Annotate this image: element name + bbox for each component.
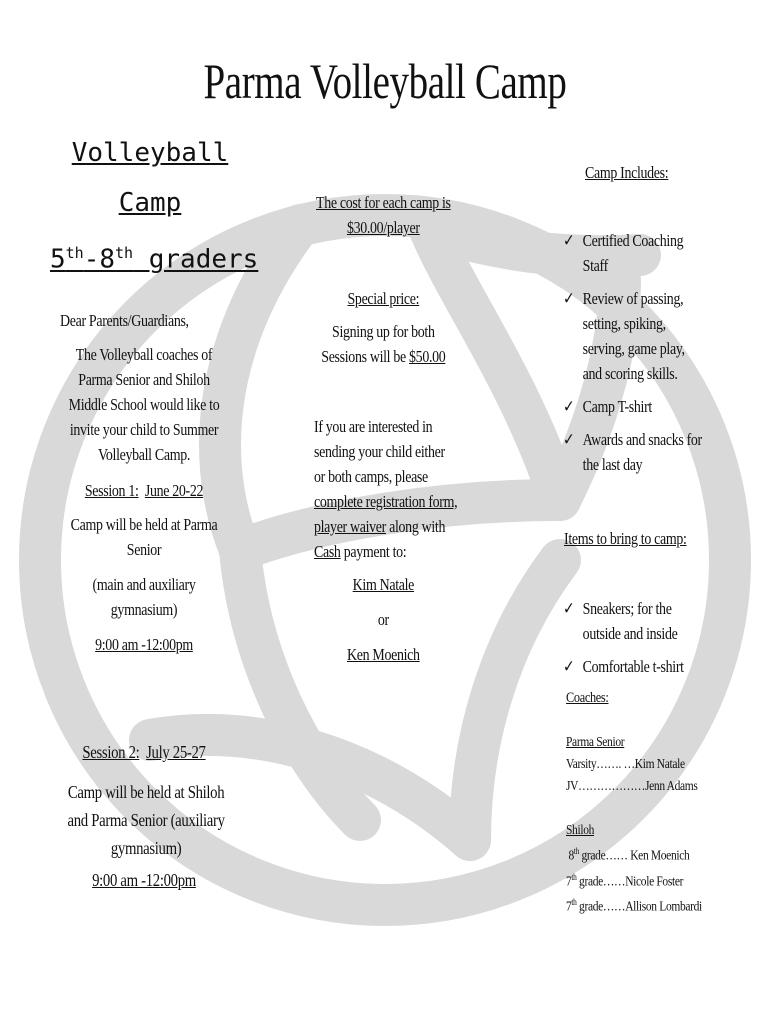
session1-time: 9:00 am -12:00pm <box>95 635 193 654</box>
session2-label: Session 2: <box>82 742 140 762</box>
page-title: Parma Volleyball Camp <box>203 53 567 109</box>
check-icon: ✓ <box>563 231 575 250</box>
include-item: ✓ Camp T-shirt <box>563 394 707 419</box>
heading-grades: 5th-8th graders <box>50 244 259 275</box>
special-line2: Sessions will be $50.00 <box>321 347 446 366</box>
interest-paragraph: If you are interested in sending your child either or both camps, please complete registration form, player waiver along with Cash payment to: <box>314 417 458 561</box>
contacts-block <box>312 572 455 667</box>
session2-dates: July 25-27 <box>146 742 206 762</box>
shiloh-coach-7th-b: 7th grade……Allison Lombardi <box>566 897 702 915</box>
include-item: ✓ Certified Coaching Staff <box>563 228 707 278</box>
include-item: ✓ Awards and snacks for the last day <box>563 427 707 477</box>
parma-varsity-coach: Varsity……. …Kim Natale <box>566 757 685 772</box>
session2-time: 9:00 am -12:00pm <box>92 870 196 890</box>
parma-senior-title: Parma Senior <box>566 735 625 750</box>
session1-gym: (main and auxiliary gymnasium) <box>92 575 196 619</box>
session2-heading <box>62 742 226 763</box>
contact-ken-moenich: Ken Moenich <box>347 645 420 664</box>
parma-jv-coach: JV………………Jenn Adams <box>566 779 698 794</box>
items-to-bring-title: Items to bring to camp: <box>564 529 687 548</box>
check-icon: ✓ <box>563 289 575 308</box>
session1-label: Session 1: <box>84 481 139 500</box>
session1-place: Camp will be held at Parma Senior <box>70 515 218 559</box>
registration-form-text: complete registration form, player waiver <box>314 492 458 536</box>
camp-heading <box>50 128 259 285</box>
include-item: ✓ Review of passing, setting, spiking, serving, game play, and scoring skills. <box>563 286 707 386</box>
check-icon: ✓ <box>563 657 575 676</box>
shiloh-coach-7th-a: 7th grade……Nicole Foster <box>566 871 684 890</box>
coaches-title: Coaches: <box>566 690 609 706</box>
check-icon: ✓ <box>563 599 575 618</box>
shiloh-coach-8th: 8th grade…… Ken Moenich <box>568 846 690 864</box>
special-price-label: Special price: <box>347 289 420 308</box>
heading-line-volleyball: Volleyball <box>71 138 229 168</box>
shiloh-title: Shiloh <box>566 823 595 838</box>
items-to-bring-list <box>563 596 707 687</box>
cost-line2: $30.00/player <box>346 218 420 237</box>
contact-kim-natale: Kim Natale <box>352 575 415 594</box>
check-icon: ✓ <box>563 430 575 449</box>
check-icon: ✓ <box>563 397 575 416</box>
camp-includes-list <box>563 228 707 485</box>
session2-place: Camp will be held at Shiloh and Parma Senior (auxiliary gymnasium) <box>67 782 225 858</box>
bring-item: ✓ Sneakers; for the outside and inside <box>563 596 707 646</box>
cost-block <box>312 190 455 240</box>
shiloh-coaches <box>566 820 738 918</box>
heading-line-camp: Camp <box>118 188 182 218</box>
parma-coaches <box>566 732 730 798</box>
special-price-amount: $50.00 <box>409 347 446 366</box>
special-price-block <box>312 286 455 369</box>
intro-paragraph: The Volleyball coaches of Parma Senior and Shiloh Middle School would like to invite your child to Summer Volleyball Camp. <box>68 345 220 464</box>
special-line1: Signing up for both <box>332 322 435 341</box>
camp-includes-title: Camp Includes: <box>585 163 669 182</box>
session1-heading <box>62 478 226 503</box>
cash-text: Cash <box>314 542 341 561</box>
cost-line1: The cost for each camp is <box>316 193 451 212</box>
contact-or: or <box>377 610 389 629</box>
session1-dates: June 20-22 <box>144 481 204 500</box>
bring-item: ✓ Comfortable t-shirt <box>563 654 707 679</box>
greeting: Dear Parents/Guardians, <box>60 311 189 330</box>
